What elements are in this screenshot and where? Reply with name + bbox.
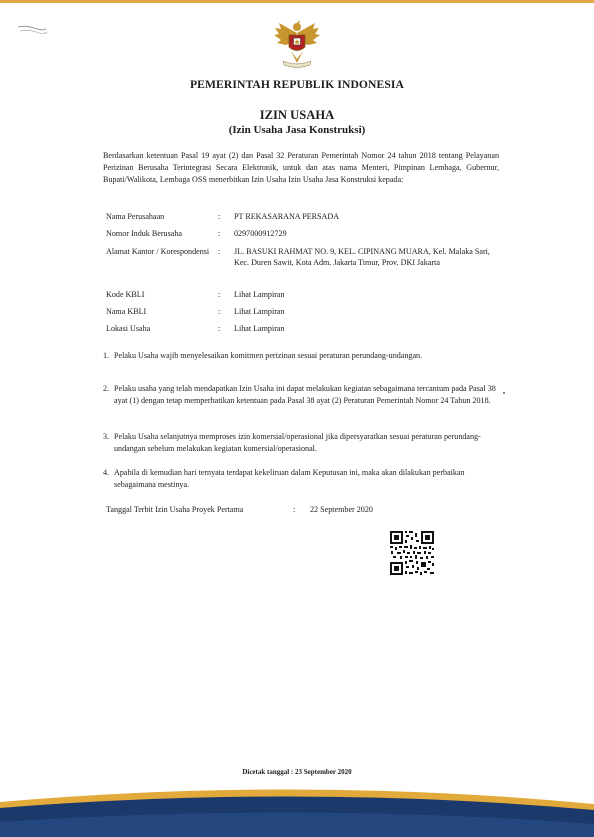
- qr-code-icon: [389, 530, 435, 576]
- garuda-emblem-icon: [273, 19, 321, 69]
- government-heading: PEMERINTAH REPUBLIK INDONESIA: [190, 78, 404, 91]
- detail-separator: :: [218, 212, 221, 221]
- detail-separator: :: [218, 247, 221, 256]
- detail-label: Nama KBLI: [106, 307, 147, 316]
- note-number: 3.: [103, 432, 110, 441]
- detail-value: PT REKASARANA PERSADA: [234, 212, 340, 221]
- note-text: Apabila di kemudian hari ternyata terdapat kekeliruan dalam Keputusan ini, maka akan dilakukan perbaikan sebagaimana mestinya.: [114, 468, 465, 489]
- note-text: Pelaku usaha yang telah mendapatkan Izin Usaha ini dapat melakukan kegiatan sebagaimana tercantum pada Pasal 38 ayat (1) dengan tetap memperhatikan ketentuan pada Pasal 38 ayat (2) Peraturan Pemerintah Nomor 24 Tahun 2018.: [114, 384, 496, 405]
- printed-date: Dicetak tanggal : 23 September 2020: [242, 768, 352, 776]
- detail-separator: :: [218, 290, 221, 299]
- detail-value: Lihat Lampiran: [234, 290, 285, 299]
- note-number: 2.: [103, 384, 110, 393]
- note-number: 1.: [103, 351, 110, 360]
- top-accent-line: [0, 0, 594, 3]
- intro-paragraph: Berdasarkan ketentuan Pasal 19 ayat (2) dan Pasal 32 Peraturan Pemerintah Nomor 24 tahun 2018 tentang Pelayanan Perizinan Berusaha Terintegrasi Secara Elektronik, untuk dan atas nama Menteri, Pimpinan Lembaga, Gubernur, Bupati/Walikota, Lembaga OSS menerbitkan Izin Usaha Izin Usaha Jasa Konstruksi kepada:: [103, 151, 499, 184]
- detail-label: Kode KBLI: [106, 290, 145, 299]
- document-subtitle: (Izin Usaha Jasa Konstruksi): [228, 124, 366, 136]
- issue-date-separator: :: [293, 505, 296, 514]
- handwritten-mark: [16, 22, 48, 36]
- document-title: IZIN USAHA: [259, 108, 335, 122]
- footer-wave-decoration: [0, 780, 594, 837]
- issue-date-value: 22 September 2020: [310, 505, 373, 514]
- issue-date-label: Tanggal Terbit Izin Usaha Proyek Pertama: [106, 505, 244, 514]
- detail-value: Lihat Lampiran: [234, 307, 285, 316]
- detail-value: JL. BASUKI RAHMAT NO. 9, KEL. CIPINANG MUARA, Kel. Malaka Sari, Kec. Duren Sawit, Kota Adm. Jakarta Timur, Prov. DKI Jakarta: [234, 247, 490, 267]
- detail-label: Nama Perusahaan: [106, 212, 165, 221]
- detail-separator: :: [218, 324, 221, 333]
- detail-label: Alamat Kantor / Korespondensi: [106, 247, 210, 256]
- detail-value: 0297000912729: [234, 229, 287, 238]
- detail-value: Lihat Lampiran: [234, 324, 285, 333]
- stray-dot: [503, 392, 505, 394]
- detail-separator: :: [218, 307, 221, 316]
- detail-label: Nomor Induk Berusaha: [106, 229, 182, 238]
- note-text: Pelaku Usaha wajib menyelesaikan komitmen perizinan sesuai peraturan perundang-undangan.: [114, 351, 423, 360]
- detail-separator: :: [218, 229, 221, 238]
- note-text: Pelaku Usaha selanjutnya memproses izin komersial/operasional jika dipersyaratkan sesuai peraturan perundang-undangan sebelum melakukan kegiatan komersial/operasional.: [114, 432, 481, 453]
- note-number: 4.: [103, 468, 110, 477]
- detail-label: Lokasi Usaha: [106, 324, 151, 333]
